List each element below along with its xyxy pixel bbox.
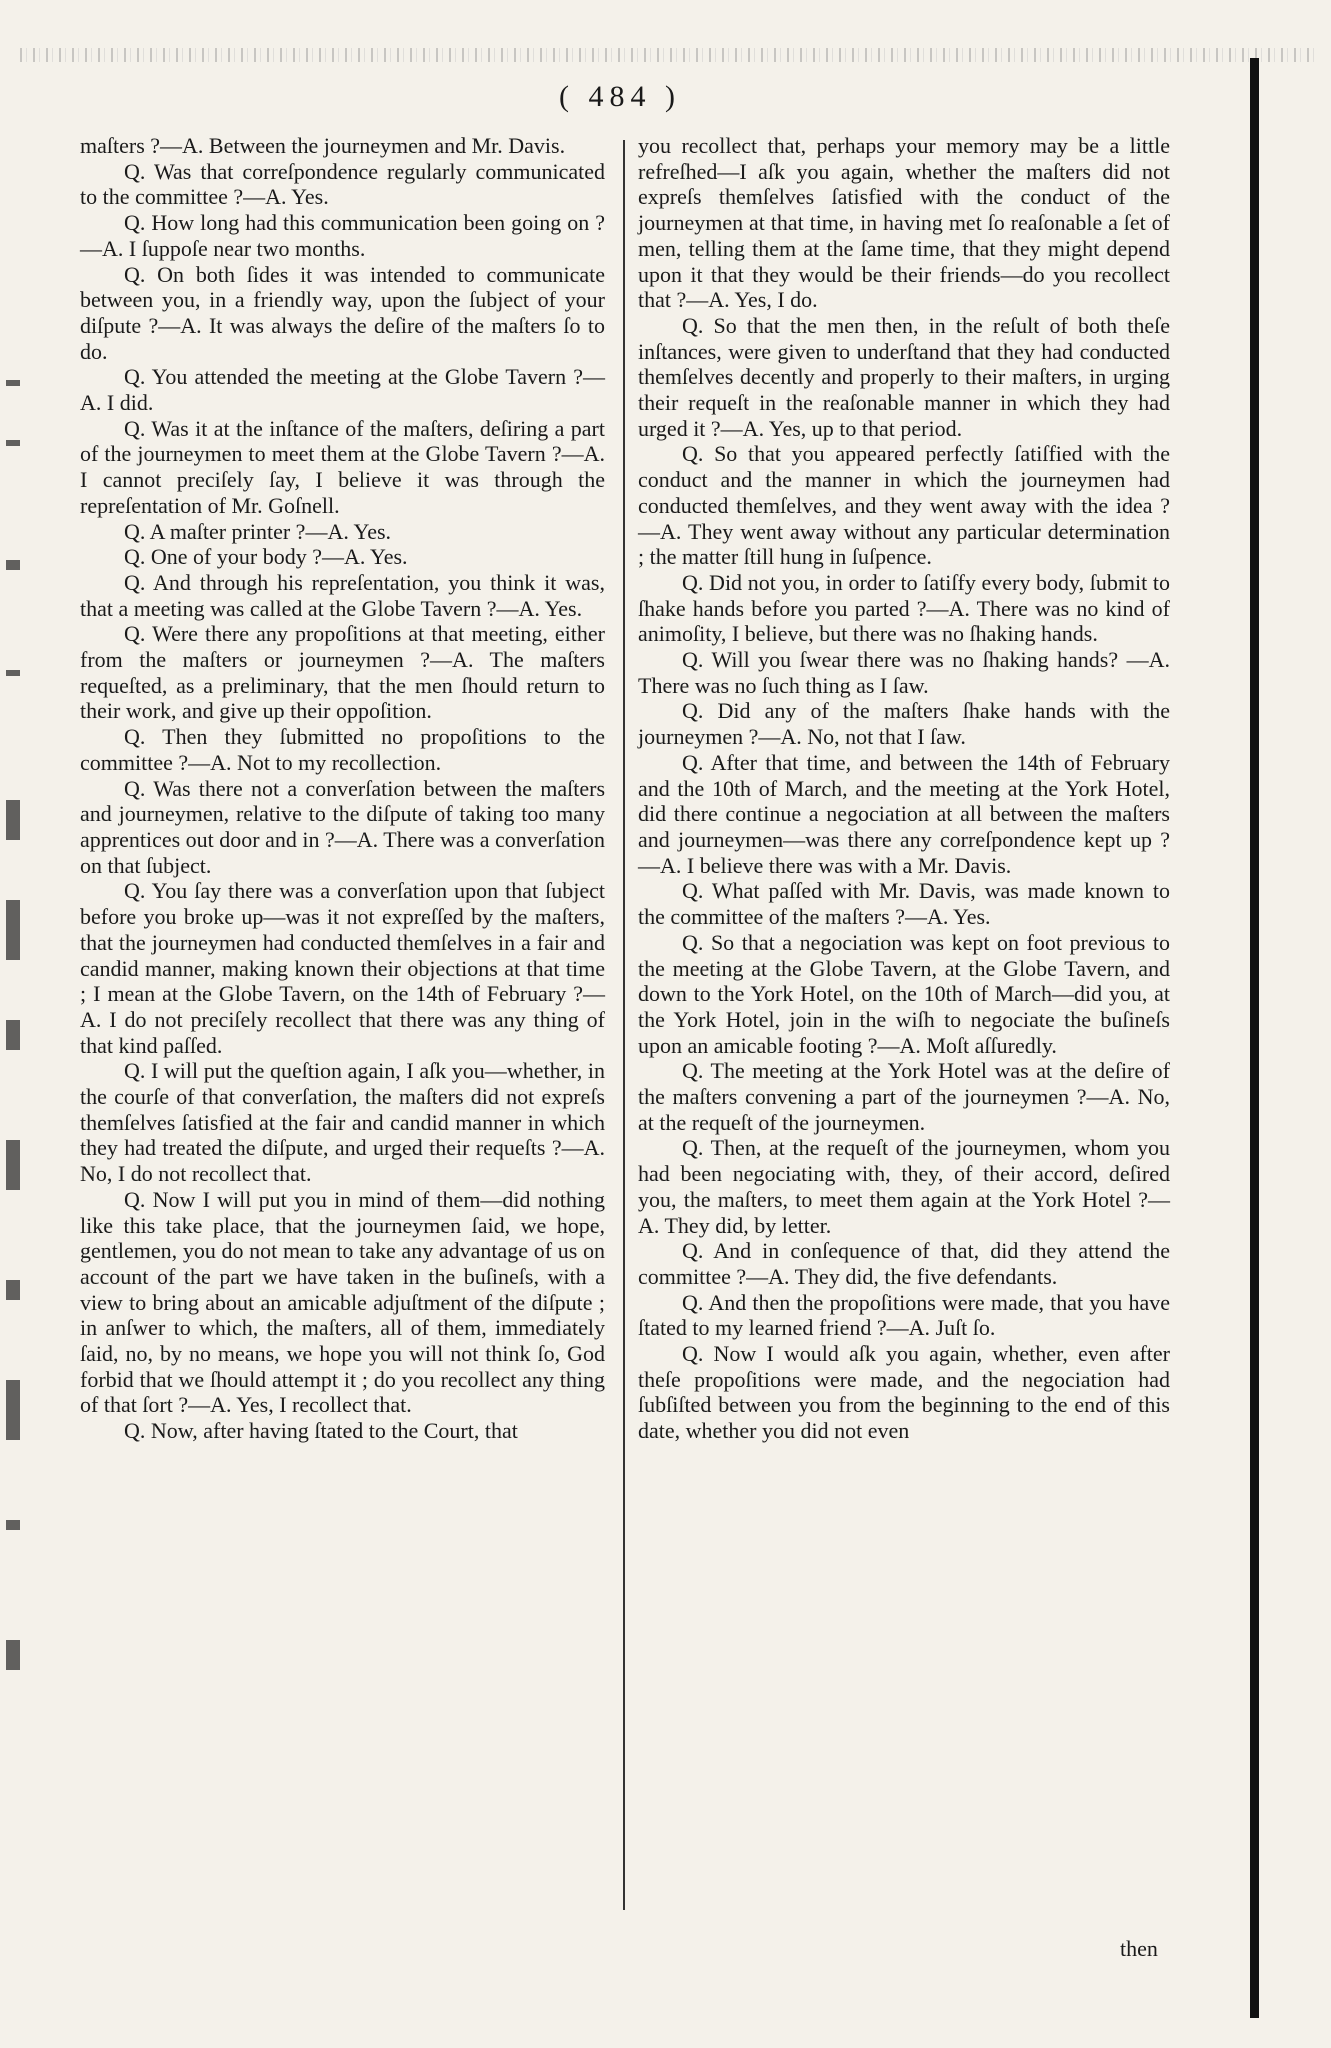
scan-noise-top [20, 48, 1320, 62]
testimony-paragraph: Q. Was there not a converſation between the maſters and journeymen, relative to the diſpute of taking too many apprentices out door and in ?—A. There was a converſation on that ſubject. [80, 775, 605, 878]
testimony-paragraph: Q. Now I will put you in mind of them—did nothing like this take place, that the journeymen ſaid, we hope, gentlemen, you do not mean to take any advantage of us on account of the part we have taken in the buſineſs, with a view to bring about an amicable adjuſtment of the diſpute ; in anſwer to which, the maſters, all of them, immediately ſaid, no, by no means, we hope you will not think ſo, God forbid that we ſhould attempt it ; do you recollect any thing of that ſort ?—A. Yes, I recollect that. [80, 1186, 605, 1418]
testimony-paragraph: Q. So that you appeared perfectly ſatiſfied with the conduct and the manner in which the journeymen had conducted themſelves, and they went away with the idea ?—A. They went away without any particular determination ; the matter ſtill hung in ſuſpence. [638, 441, 1170, 570]
testimony-paragraph: Q. I will put the queſtion again, I aſk you—whether, in the courſe of that converſation, the maſters did not expreſs themſelves ſatisfied at the fair and candid manner in which they had treated the diſpute, and urged their requeſts ?—A. No, I do not recollect that. [80, 1058, 605, 1187]
testimony-paragraph: Q. A maſter printer ?—A. Yes. [124, 518, 392, 544]
testimony-paragraph: Q. Were there any propoſitions at that meeting, either from the maſters or journeymen ?—A. The maſters requeſted, as a preliminary, that the men ſhould return to their work, and give up their oppoſition. [80, 621, 605, 724]
testimony-paragraph: Q. And through his repreſentation, you think it was, that a meeting was called at the Globe Tavern ?—A. Yes. [80, 569, 605, 621]
testimony-paragraph: Q. Was it at the inſtance of the maſters, deſiring a part of the journeymen to meet them at the Globe Tavern ?—A. I cannot preciſely ſay, I believe it was through the repreſentation of Mr. Goſnell. [80, 415, 605, 518]
testimony-paragraph: Q. Then, at the requeſt of the journeymen, whom you had been negociating with, they, of their accord, deſired you, the maſters, to meet them again at the York Hotel ?—A. They did, by letter. [638, 1135, 1170, 1238]
catchword: then [1120, 1936, 1158, 1961]
right-column [638, 133, 1170, 2013]
testimony-paragraph: Q. And in conſequence of that, did they attend the committee ?—A. They did, the five defendants. [638, 1238, 1170, 1289]
column-divider [623, 140, 625, 1910]
testimony-paragraph: Q. What paſſed with Mr. Davis, was made known to the committee of the maſters ?—A. Yes. [638, 878, 1170, 930]
testimony-paragraph: Q. On both ſides it was intended to communicate between you, in a friendly way, upon the ſubject of your diſpute ?—A. It was always the deſire of the maſters ſo to do. [80, 261, 605, 364]
scan-edge-marks [6, 380, 34, 1780]
testimony-paragraph: maſters ?—A. Between the journeymen and Mr. Davis. [80, 133, 566, 158]
testimony-paragraph: Q. The meeting at the York Hotel was at the deſire of the maſters convening a part of the journeymen ?—A. No, at the requeſt of the journeymen. [638, 1058, 1170, 1135]
scan-edge-bar [1250, 58, 1259, 2018]
testimony-paragraph: Q. How long had this communication been going on ?—A. I ſuppoſe near two months. [80, 210, 605, 261]
testimony-paragraph: Q. You attended the meeting at the Globe Tavern ?—A. I did. [80, 364, 605, 416]
testimony-paragraph: Q. Was that correſpondence regularly communicated to the committee ?—A. Yes. [80, 158, 605, 210]
testimony-paragraph: Q. Now, after having ſtated to the Court, that [124, 1418, 518, 1444]
testimony-paragraph: Q. Did not you, in order to ſatiſfy every body, ſubmit to ſhake hands before you parted ?—A. There was no kind of animoſity, I believe, but there was no ſhaking hands. [638, 569, 1170, 647]
testimony-paragraph: Q. So that the men then, in the reſult of both theſe inſtances, were given to underſtand that they had conducted themſelves decently and properly to their maſters, in urging their requeſt in the reaſonable manner in which they had urged it ?—A. Yes, up to that period. [638, 312, 1170, 441]
testimony-paragraph: Q. Now I would aſk you again, whether, even after theſe propoſitions were made, and the negociation had ſubſiſted between you from the beginning to the end of this date, whether you did not even [638, 1341, 1170, 1444]
testimony-paragraph: Q. Did any of the maſters ſhake hands with the journeymen ?—A. No, not that I ſaw. [638, 698, 1170, 750]
testimony-paragraph: Q. Will you ſwear there was no ſhaking hands? —A. There was no ſuch thing as I ſaw. [638, 647, 1170, 698]
testimony-paragraph: Q. One of your body ?—A. Yes. [124, 544, 408, 570]
testimony-paragraph: Q. And then the propoſitions were made, that you have ſtated to my learned friend ?—A. Juſt ſo. [638, 1289, 1170, 1341]
testimony-paragraph: you recollect that, perhaps your memory may be a little refreſhed—I aſk you again, whether the maſters did not expreſs themſelves ſatisfied with the conduct of the journeymen at that time, in having met ſo reaſonable a ſet of men, telling them at the ſame time, that they might depend upon it that they would be their friends—do you recollect that ?—A. Yes, I do. [638, 133, 1170, 313]
left-column [80, 133, 605, 2013]
testimony-paragraph: Q. You ſay there was a converſation upon that ſubject before you broke up—was it not expreſſed by the maſters, that the journeymen had conducted themſelves in a fair and candid manner, making known their objections at that time ; I mean at the Globe Tavern, on the 14th of February ?—A. I do not preciſely recollect that there was any thing of that kind paſſed. [80, 878, 605, 1058]
testimony-paragraph: Q. Then they ſubmitted no propoſitions to the committee ?—A. Not to my recollection. [80, 724, 605, 775]
testimony-paragraph: Q. So that a negociation was kept on foot previous to the meeting at the Globe Tavern, at the Globe Tavern, and down to the York Hotel, on the 10th of March—did you, at the York Hotel, join in the wiſh to negociate the buſineſs upon an amicable footing ?—A. Moſt aſſuredly. [638, 929, 1170, 1058]
testimony-paragraph: Q. After that time, and between the 14th of February and the 10th of March, and the meeting at the York Hotel, did there continue a negociation at all between the maſters and journeymen—was there any correſpondence kept up ?—A. I believe there was with a Mr. Davis. [638, 749, 1170, 878]
page-number: ( 484 ) [559, 80, 681, 113]
